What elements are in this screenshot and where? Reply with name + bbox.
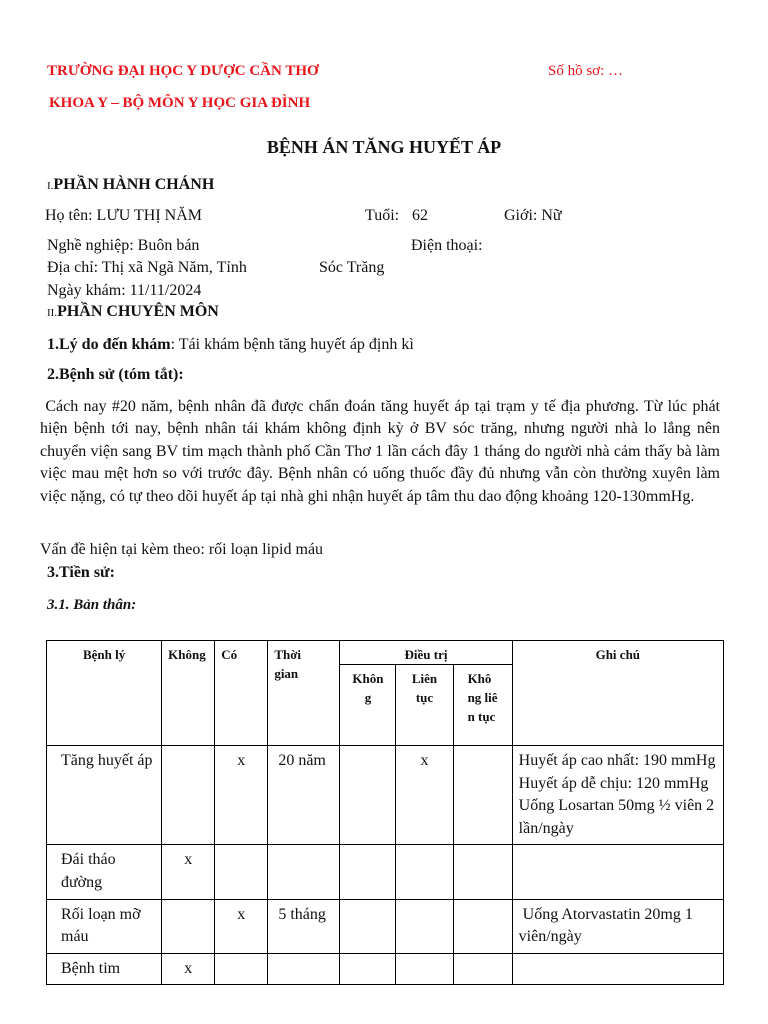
age-value: 62: [412, 207, 428, 224]
header-treatment-continuous: Liên tục: [396, 665, 453, 746]
cell-treatment-no: [340, 746, 396, 845]
cell-treatment-noncontinuous: [453, 953, 512, 985]
cell-disease: Bệnh tim: [47, 953, 162, 985]
note-max-bp: Huyết áp cao nhất: 190 mmHg: [518, 752, 716, 769]
cell-treatment-continuous: [396, 953, 453, 985]
phone: Điện thoại:: [411, 237, 483, 254]
section-1-title: PHẦN HÀNH CHÁNH: [53, 176, 215, 193]
section-2-title: PHẦN CHUYÊN MÔN: [57, 303, 219, 320]
note-comfortable-bp: Huyết áp dễ chịu: 120 mmHg: [518, 774, 709, 792]
gender: Giới: Nữ: [504, 207, 562, 224]
past-history-heading: 3.Tiền sử:: [47, 564, 115, 581]
cell-treatment-no: [340, 899, 396, 953]
occupation: Nghề nghiệp: Buôn bán: [47, 237, 200, 254]
history-heading: 2.Bệnh sử (tóm tắt):: [47, 366, 184, 383]
cell-no: [162, 899, 215, 953]
cell-disease: Tăng huyết áp: [47, 746, 162, 845]
cell-note: Uống Atorvastatin 20mg 1 viên/ngày: [512, 899, 723, 953]
patient-name: Họ tên: LƯU THỊ NĂM: [45, 207, 202, 224]
history-paragraph: [40, 396, 720, 508]
header-disease: Bệnh lý: [47, 641, 162, 746]
table-row: [47, 746, 724, 845]
section-2-heading: [47, 303, 219, 321]
cell-yes: [215, 845, 268, 899]
cell-treatment-noncontinuous: [453, 899, 512, 953]
note-medication: Uống Losartan 50mg ½ viên 2 lần/ngày: [518, 797, 715, 837]
section-2-number: II.: [47, 307, 58, 319]
cell-yes: x: [215, 899, 268, 953]
table-header-row: [47, 641, 724, 665]
table-row: [47, 953, 724, 985]
header-no: Không: [162, 641, 215, 746]
cell-no: x: [162, 845, 215, 899]
cell-treatment-continuous: [396, 845, 453, 899]
document-title: BỆNH ÁN TĂNG HUYẾT ÁP: [266, 137, 502, 157]
visit-reason-text: : Tái khám bệnh tăng huyết áp định kì: [170, 336, 414, 353]
age-label: Tuổi:: [365, 207, 400, 224]
cell-disease: Rối loạn mỡ máu: [47, 899, 162, 953]
visit-reason: [47, 336, 414, 354]
header-treatment: Điều trị: [340, 641, 512, 665]
current-issue: Vấn đề hiện tại kèm theo: rối loạn lipid máu: [40, 541, 324, 558]
cell-time: 5 tháng: [268, 899, 340, 953]
cell-treatment-no: [340, 953, 396, 985]
record-number: Số hồ sơ: …: [548, 63, 624, 79]
exam-date: Ngày khám: 11/11/2024: [47, 282, 202, 299]
cell-yes: [215, 953, 268, 985]
cell-treatment-noncontinuous: [453, 746, 512, 845]
header-treatment-no: Không: [340, 665, 396, 746]
header-yes: Có: [215, 641, 268, 746]
cell-treatment-continuous: x: [396, 746, 453, 845]
cell-note: [512, 746, 723, 845]
cell-treatment-noncontinuous: [453, 845, 512, 899]
province: Sóc Trăng: [319, 259, 385, 276]
section-1-heading: [47, 176, 214, 194]
header-treatment-noncontinuous: Không liên tục: [453, 665, 512, 746]
cell-disease: Đái tháo đường: [47, 845, 162, 899]
cell-time: [268, 845, 340, 899]
school-name: TRƯỜNG ĐẠI HỌC Y DƯỢC CẦN THƠ: [47, 63, 319, 79]
cell-note: [512, 845, 723, 899]
table-row: [47, 845, 724, 899]
section-1-number: I.: [47, 180, 54, 192]
address: Địa chỉ: Thị xã Ngã Năm, Tỉnh: [47, 259, 247, 276]
medical-history-table: [46, 640, 724, 985]
department-name: KHOA Y – BỘ MÔN Y HỌC GIA ĐÌNH: [49, 95, 311, 111]
cell-treatment-continuous: [396, 899, 453, 953]
personal-history-heading: 3.1. Bản thân:: [47, 597, 137, 613]
cell-no: [162, 746, 215, 845]
cell-time: [268, 953, 340, 985]
cell-yes: x: [215, 746, 268, 845]
history-text: Cách nay #20 năm, bệnh nhân đã được chẩn đoán tăng huyết áp tại trạm y tế địa phương. Từ lúc phát hiện bệnh tới nay, bệnh nhân tái khám không định kỳ ở BV sóc trăng, nhưng người nhà lo lắng nên chuyển viện sang BV tim mạch thành phố Cần Thơ 1 lần cách đây 1 tháng do người nhà cảm thấy bà làm việc mau mệt hơn so với trước đây. Bệnh nhân có uống thuốc đầy đủ nhưng vẫn còn thường xuyên làm việc nặng, có tự theo dõi huyết áp tại nhà ghi nhận huyết áp tâm thu dao động khoảng 120-130mmHg.: [40, 398, 721, 505]
cell-note: [512, 953, 723, 985]
cell-time: 20 năm: [268, 746, 340, 845]
header-time: Thời gian: [268, 641, 340, 746]
cell-no: x: [162, 953, 215, 985]
cell-treatment-no: [340, 845, 396, 899]
visit-reason-label: 1.Lý do đến khám: [47, 336, 171, 353]
header-note: Ghi chú: [512, 641, 723, 746]
table-row: [47, 899, 724, 953]
